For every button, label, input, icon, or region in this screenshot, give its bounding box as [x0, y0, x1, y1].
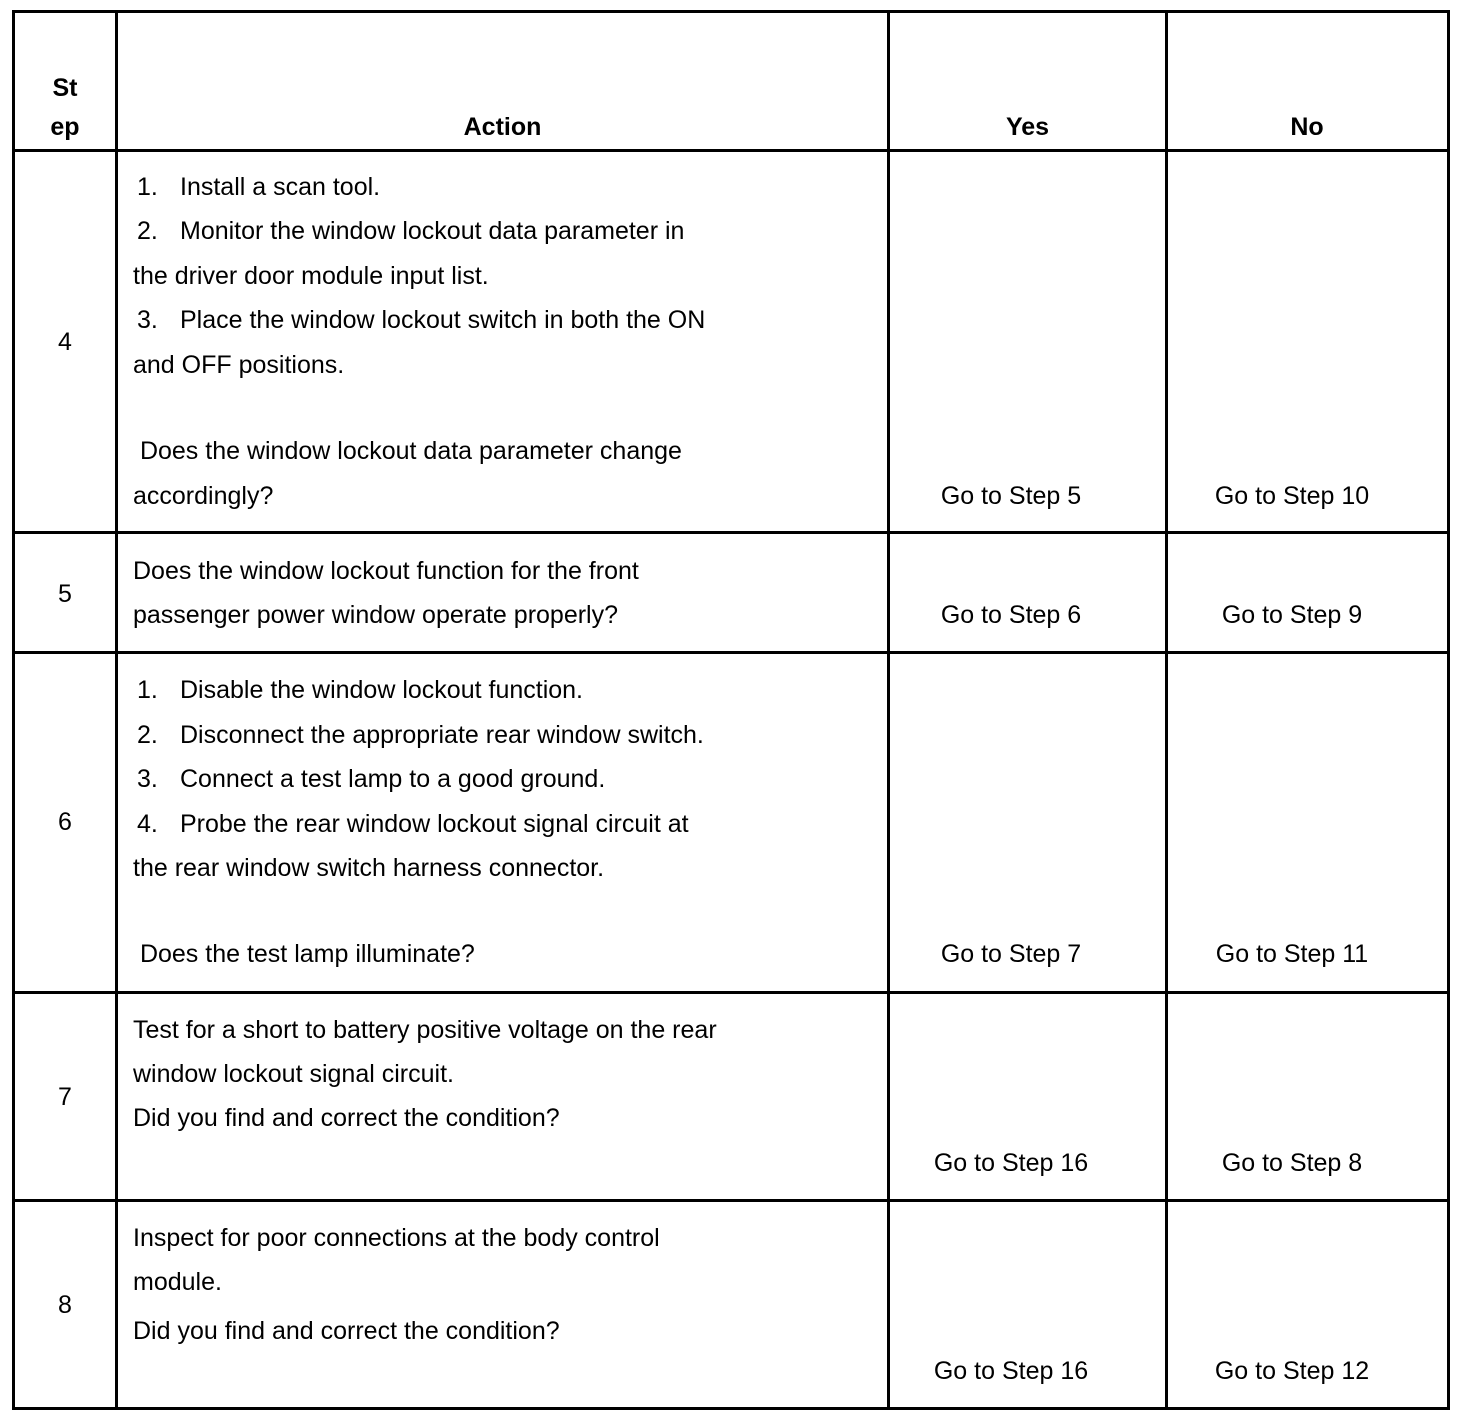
action-continuation: the driver door module input list. — [133, 262, 489, 290]
row-divider — [15, 991, 1447, 994]
step-number: 4 — [58, 328, 72, 356]
step-number: 7 — [58, 1083, 72, 1111]
no-result: Go to Step 12 — [1214, 1357, 1370, 1385]
no-result: Go to Step 9 — [1221, 601, 1363, 629]
diagnostic-table — [12, 10, 1450, 1410]
step-number: 8 — [58, 1291, 72, 1319]
yes-result: Go to Step 5 — [940, 482, 1082, 510]
action-item — [133, 757, 605, 802]
question-text: accordingly? — [133, 482, 274, 510]
action-item — [133, 668, 583, 713]
list-number: 2. — [137, 217, 158, 245]
action-continuation: the rear window switch harness connector. — [133, 854, 605, 882]
action-text: Place the window lockout switch in both the ON — [180, 306, 706, 334]
column-divider — [1165, 13, 1168, 1407]
row-divider — [15, 651, 1447, 654]
yes-result: Go to Step 16 — [933, 1357, 1089, 1385]
header-no: No — [1290, 113, 1324, 141]
action-text: Does the window lockout function for the front — [133, 557, 639, 585]
action-text: Inspect for poor connections at the body control — [133, 1224, 660, 1252]
no-result: Go to Step 10 — [1214, 482, 1370, 510]
list-number: 3. — [137, 765, 158, 793]
action-text: Probe the rear window lockout signal circuit at — [180, 810, 689, 838]
question-text: Does the window lockout data parameter change — [133, 437, 682, 465]
yes-result: Go to Step 6 — [940, 601, 1082, 629]
list-number: 1. — [137, 676, 158, 704]
list-number: 1. — [137, 173, 158, 201]
action-item — [133, 298, 705, 343]
header-step — [15, 69, 115, 147]
action-text: module. — [133, 1268, 222, 1296]
row-divider — [15, 149, 1447, 152]
question-text: Did you find and correct the condition? — [133, 1317, 560, 1345]
row-divider — [15, 531, 1447, 534]
no-result: Go to Step 11 — [1215, 940, 1369, 968]
action-text: Disconnect the appropriate rear window switch. — [180, 721, 704, 749]
action-text: passenger power window operate properly? — [133, 601, 619, 629]
action-text: Test for a short to battery positive voltage on the rear — [133, 1016, 717, 1044]
header-step-line1: St — [52, 74, 78, 102]
yes-result: Go to Step 7 — [940, 940, 1082, 968]
action-item — [133, 713, 704, 758]
list-number: 3. — [137, 306, 158, 334]
action-text: Monitor the window lockout data parameter in — [180, 217, 685, 245]
step-number: 6 — [58, 808, 72, 836]
action-continuation: and OFF positions. — [133, 351, 345, 379]
list-number: 4. — [137, 810, 158, 838]
header-yes: Yes — [1005, 113, 1050, 141]
no-result: Go to Step 8 — [1221, 1149, 1363, 1177]
action-item — [133, 802, 689, 847]
header-action: Action — [463, 113, 542, 141]
question-text: Did you find and correct the condition? — [133, 1104, 560, 1132]
action-item — [133, 209, 684, 254]
action-text: Disable the window lockout function. — [180, 676, 584, 704]
action-item — [133, 165, 380, 210]
list-number: 2. — [137, 721, 158, 749]
step-number: 5 — [58, 580, 72, 608]
question-text: Does the test lamp illuminate? — [133, 940, 475, 968]
column-divider — [887, 13, 890, 1407]
header-step-line2: ep — [50, 113, 80, 141]
row-divider — [15, 1199, 1447, 1202]
action-text: Connect a test lamp to a good ground. — [180, 765, 606, 793]
action-text: window lockout signal circuit. — [133, 1060, 454, 1088]
action-text: Install a scan tool. — [180, 173, 381, 201]
column-divider — [115, 13, 118, 1407]
yes-result: Go to Step 16 — [933, 1149, 1089, 1177]
